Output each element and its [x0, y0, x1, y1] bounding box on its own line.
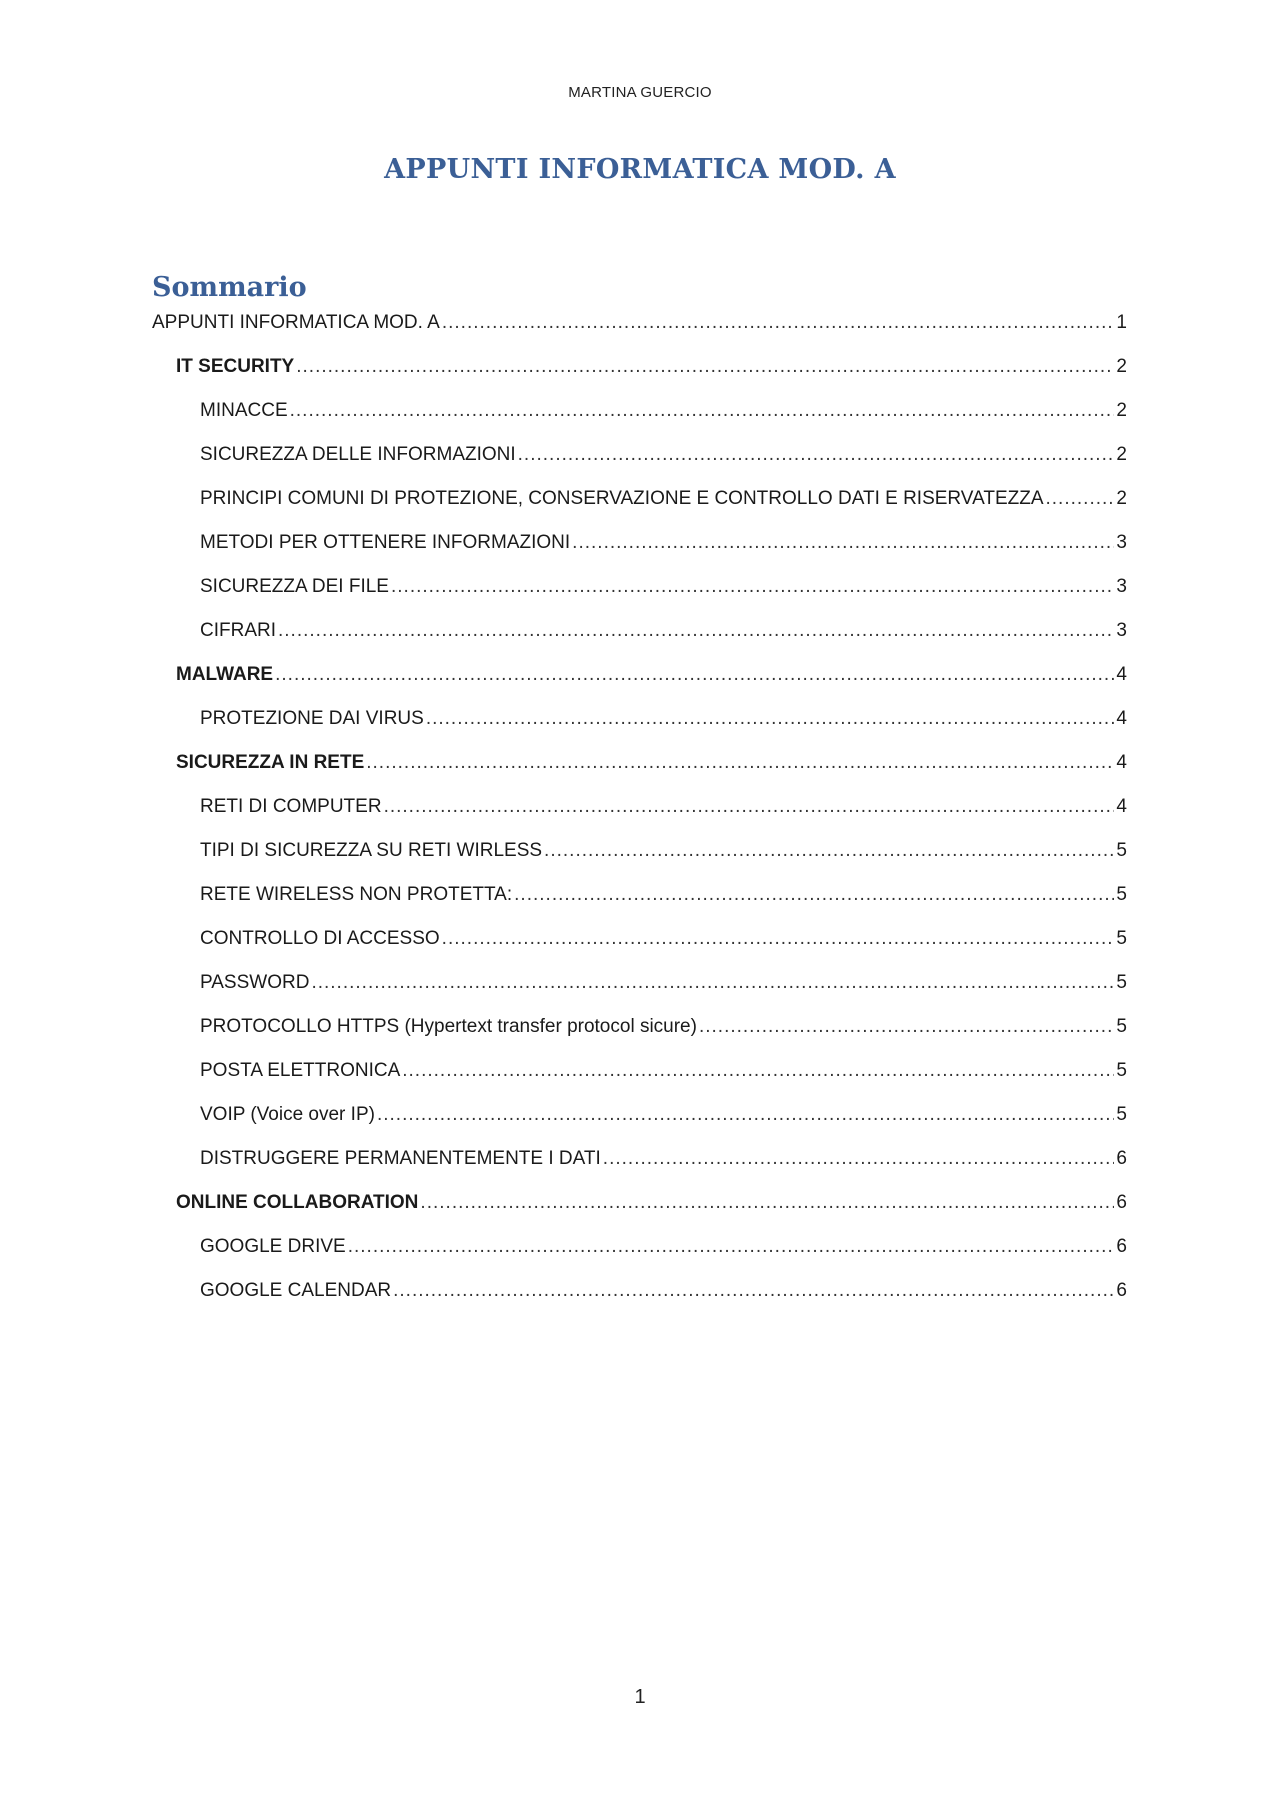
toc-entry[interactable]	[152, 972, 1127, 1016]
toc-entry[interactable]	[152, 1104, 1127, 1148]
toc-entry-title: SICUREZZA IN RETE	[176, 752, 365, 773]
toc-entry-page: 6	[1116, 1148, 1127, 1169]
toc-leader-dots	[544, 840, 1114, 862]
toc-entry[interactable]	[152, 1148, 1127, 1192]
toc-leader-dots	[393, 1280, 1114, 1302]
toc-entry-title: MINACCE	[200, 400, 288, 421]
toc-entry-page: 5	[1116, 1104, 1127, 1125]
toc-entry[interactable]	[152, 1236, 1127, 1280]
toc-leader-dots	[377, 1104, 1114, 1126]
toc-entry-title: POSTA ELETTRONICA	[200, 1060, 401, 1081]
toc-entry[interactable]	[152, 312, 1127, 356]
toc-entry[interactable]	[152, 1060, 1127, 1104]
toc-entry-title: ONLINE COLLABORATION	[176, 1192, 419, 1213]
toc-entry[interactable]	[152, 400, 1127, 444]
page-number: 1	[634, 1686, 646, 1708]
toc-entry-title: IT SECURITY	[176, 356, 295, 377]
toc-entry-title: SICUREZZA DELLE INFORMAZIONI	[200, 444, 516, 465]
toc-leader-dots	[518, 444, 1115, 466]
toc-leader-dots	[420, 1192, 1114, 1214]
toc-entry-title: METODI PER OTTENERE INFORMAZIONI	[200, 532, 571, 553]
toc-leader-dots	[514, 884, 1114, 906]
toc-entry[interactable]	[152, 840, 1127, 884]
toc-leader-dots	[391, 576, 1114, 598]
toc-entry-page: 5	[1116, 972, 1127, 993]
toc-entry-page: 6	[1116, 1236, 1127, 1257]
toc-entry-page: 3	[1116, 532, 1127, 553]
toc-leader-dots	[311, 972, 1114, 994]
toc-leader-dots	[290, 400, 1115, 422]
toc-entry[interactable]	[152, 708, 1127, 752]
table-of-contents	[152, 312, 1127, 1324]
toc-entry-page: 5	[1116, 1016, 1127, 1037]
toc-entry-title: PROTEZIONE DAI VIRUS	[200, 708, 424, 729]
toc-leader-dots	[572, 532, 1114, 554]
toc-entry-title: SICUREZZA DEI FILE	[200, 576, 389, 597]
toc-entry-page: 2	[1116, 488, 1127, 509]
toc-leader-dots	[366, 752, 1114, 774]
toc-entry[interactable]	[152, 664, 1127, 708]
toc-leader-dots	[426, 708, 1115, 730]
toc-entry-page: 3	[1116, 576, 1127, 597]
toc-entry-page: 3	[1116, 620, 1127, 641]
page-header-author: MARTINA GUERCIO	[568, 84, 712, 101]
toc-entry-title: PRINCIPI COMUNI DI PROTEZIONE, CONSERVAZIONE E CONTROLLO DATI E RISERVATEZZA	[200, 488, 1044, 509]
toc-entry[interactable]	[152, 1016, 1127, 1060]
toc-entry[interactable]	[152, 796, 1127, 840]
toc-entry[interactable]	[152, 356, 1127, 400]
toc-leader-dots	[603, 1148, 1115, 1170]
toc-entry-title: APPUNTI INFORMATICA MOD. A	[152, 312, 440, 333]
toc-leader-dots	[278, 620, 1114, 642]
toc-leader-dots	[699, 1016, 1114, 1038]
toc-entry-page: 5	[1116, 840, 1127, 861]
toc-leader-dots	[348, 1236, 1115, 1258]
toc-heading: Sommario	[152, 272, 307, 303]
toc-entry[interactable]	[152, 532, 1127, 576]
toc-entry-title: DISTRUGGERE PERMANENTEMENTE I DATI	[200, 1148, 601, 1169]
toc-entry[interactable]	[152, 884, 1127, 928]
toc-entry[interactable]	[152, 1192, 1127, 1236]
toc-leader-dots	[1046, 488, 1115, 510]
toc-entry-page: 4	[1116, 664, 1127, 685]
toc-entry[interactable]	[152, 444, 1127, 488]
toc-leader-dots	[296, 356, 1114, 378]
toc-entry-page: 6	[1116, 1280, 1127, 1301]
toc-entry-title: PASSWORD	[200, 972, 310, 993]
toc-entry-page: 6	[1116, 1192, 1127, 1213]
toc-leader-dots	[442, 312, 1115, 334]
toc-entry-page: 4	[1116, 752, 1127, 773]
toc-entry-title: RETI DI COMPUTER	[200, 796, 382, 817]
toc-entry-page: 4	[1116, 708, 1127, 729]
toc-leader-dots	[402, 1060, 1114, 1082]
toc-entry-page: 1	[1116, 312, 1127, 333]
toc-entry-title: RETE WIRELESS NON PROTETTA:	[200, 884, 513, 905]
toc-entry-title: TIPI DI SICUREZZA SU RETI WIRLESS	[200, 840, 543, 861]
toc-leader-dots	[384, 796, 1115, 818]
document-title: APPUNTI INFORMATICA MOD. A	[384, 154, 896, 185]
toc-entry-page: 5	[1116, 928, 1127, 949]
toc-entry-page: 5	[1116, 1060, 1127, 1081]
toc-entry-title: GOOGLE CALENDAR	[200, 1280, 392, 1301]
toc-leader-dots	[442, 928, 1115, 950]
toc-leader-dots	[275, 664, 1114, 686]
toc-entry-title: VOIP (Voice over IP)	[200, 1104, 375, 1125]
toc-entry-page: 5	[1116, 884, 1127, 905]
toc-entry-page: 2	[1116, 400, 1127, 421]
toc-entry[interactable]	[152, 752, 1127, 796]
toc-entry-page: 4	[1116, 796, 1127, 817]
toc-entry-page: 2	[1116, 444, 1127, 465]
toc-entry-title: MALWARE	[176, 664, 274, 685]
toc-entry-title: GOOGLE DRIVE	[200, 1236, 346, 1257]
toc-entry-title: CONTROLLO DI ACCESSO	[200, 928, 440, 949]
toc-entry[interactable]	[152, 576, 1127, 620]
toc-entry[interactable]	[152, 488, 1127, 532]
toc-entry-title: PROTOCOLLO HTTPS (Hypertext transfer protocol sicure)	[200, 1016, 697, 1037]
toc-entry[interactable]	[152, 1280, 1127, 1324]
toc-entry-title: CIFRARI	[200, 620, 276, 641]
toc-entry-page: 2	[1116, 356, 1127, 377]
toc-entry[interactable]	[152, 928, 1127, 972]
toc-entry[interactable]	[152, 620, 1127, 664]
